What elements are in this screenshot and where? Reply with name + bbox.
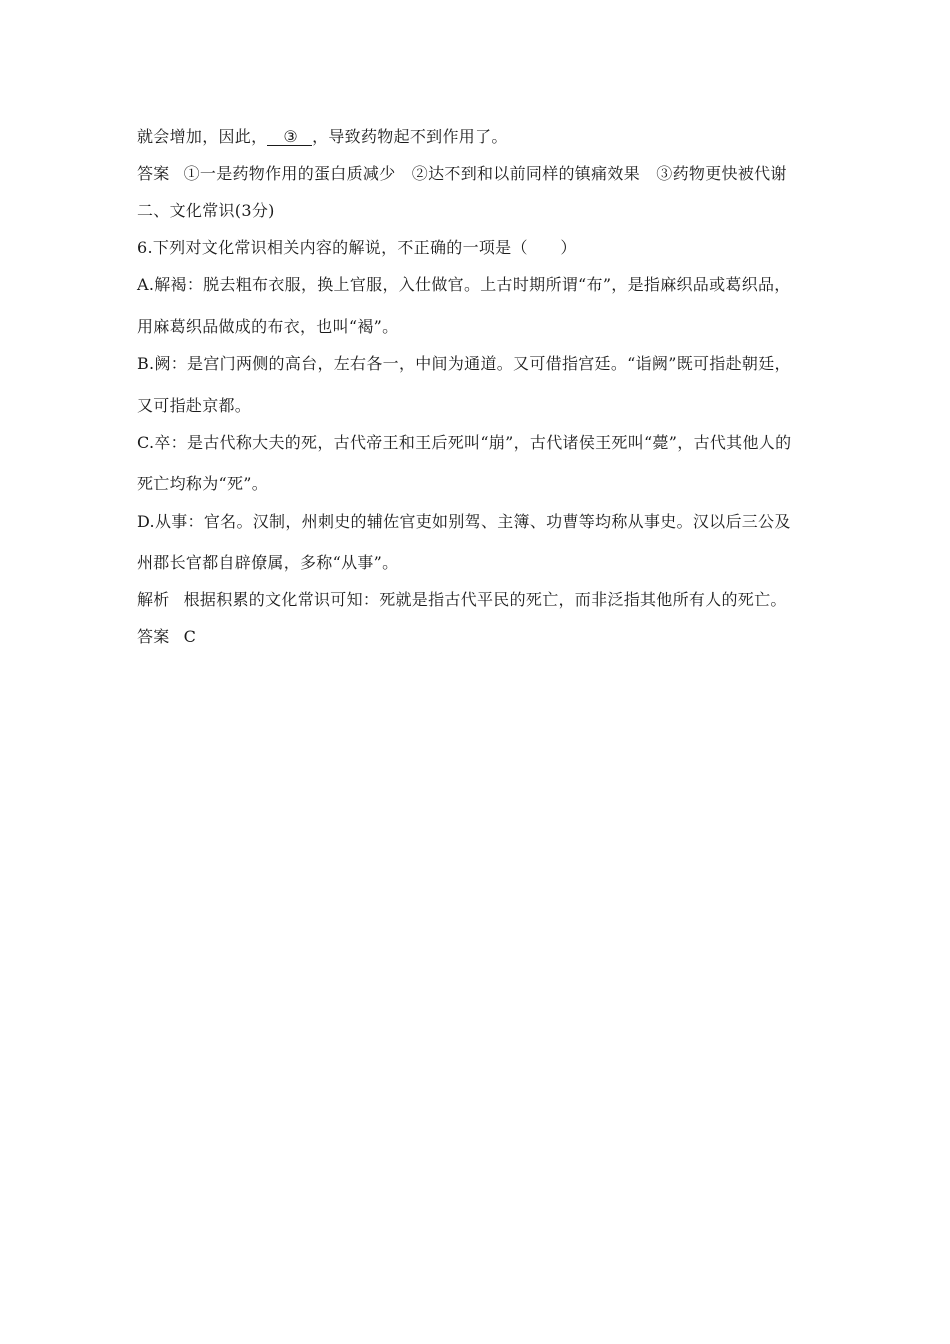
blank-marker: ③ (283, 127, 299, 146)
fill-in-blank (267, 128, 312, 146)
analysis-line (137, 590, 827, 610)
answer-label: 答案 (137, 164, 170, 183)
option-d-line-2: 州郡长官都自辟僚属，多称“从事”。 (137, 553, 399, 572)
q5-text-after-blank: ，导致药物起不到作用了。 (312, 127, 508, 146)
option-a-line-1: A.解褐：脱去粗布衣服，换上官服，入仕做官。上古时期所谓“布”，是指麻织品或葛织品， (137, 275, 791, 294)
q6-answer-line (137, 627, 827, 647)
option-c-line-1: C.卒：是古代称大夫的死，古代帝王和王后死叫“崩”，古代诸侯王死叫“薨”，古代其他人的 (137, 433, 792, 452)
analysis-label: 解析 (137, 590, 170, 609)
option-b-line-1: B.阙：是宫门两侧的高台，左右各一，中间为通道。又可借指宫廷。“诣阙”既可指赴朝廷， (137, 354, 791, 373)
q5-text-before-blank: 就会增加，因此， (137, 127, 268, 146)
answer-text: ①一是药物作用的蛋白质减少 ②达不到和以前同样的镇痛效果 ③药物更快被代谢 (183, 164, 787, 183)
q5-continuation-line (137, 127, 827, 147)
option-c-line-2: 死亡均称为“死”。 (137, 474, 269, 493)
option-d-line-1: D.从事：官名。汉制，州刺史的辅佐官吏如别驾、主簿、功曹等均称从事史。汉以后三公及 (137, 512, 791, 531)
section-heading: 二、文化常识(3分) (137, 201, 275, 220)
answer-label: 答案 (137, 627, 170, 646)
option-a-line-2: 用麻葛织品做成的布衣，也叫“褐”。 (137, 317, 399, 336)
question-6-stem: 6.下列对文化常识相关内容的解说，不正确的一项是（ ） (137, 238, 577, 257)
q5-answer-line (137, 164, 827, 184)
analysis-text: 根据积累的文化常识可知：死就是指古代平民的死亡，而非泛指其他所有人的死亡。 (183, 590, 787, 609)
answer-text: C (183, 627, 197, 646)
option-b-line-2: 又可指赴京都。 (137, 396, 252, 415)
